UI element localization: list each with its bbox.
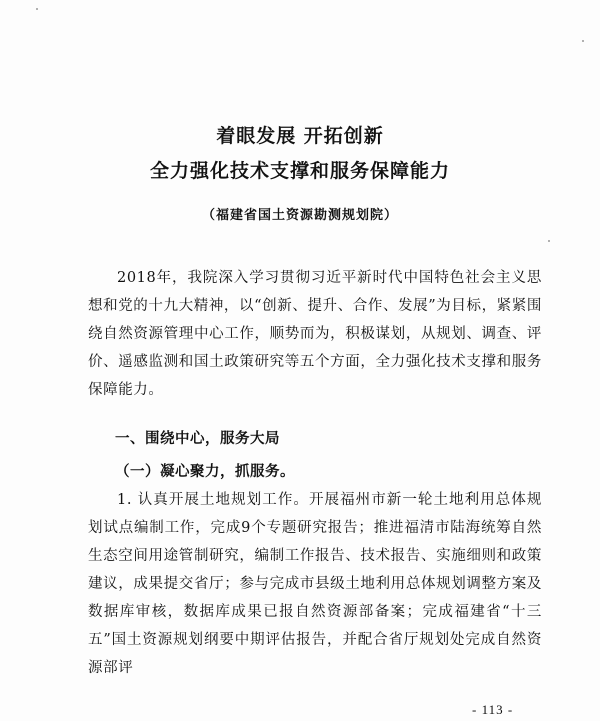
- scan-speck: [36, 8, 38, 10]
- document-title-line-1: 着眼发展 开拓创新: [216, 125, 384, 147]
- document-subtitle: （福建省国土资源勘测规划院）: [201, 208, 398, 223]
- page-number: - 113 -: [472, 702, 514, 717]
- section-heading: 一、围绕中心，服务大局: [115, 431, 280, 447]
- intro-paragraph: 2018年，我院深入学习贯彻习近平新时代中国特色社会主义思想和党的十九大精神，以“创新、提升、合作、发展”为目标，紧紧围绕自然资源管理中心工作，顺势而为，积极谋划，从规划、调查、评价、遥感监测和国土政策研究等五个方面，全力强化技术支撑和服务保障能力。: [88, 270, 542, 398]
- item-paragraph: 1. 认真开展土地规划工作。开展福州市新一轮土地利用总体规划试点编制工作，完成9个专题研究报告；推进福清市陆海统筹自然生态空间用途管制研究，编制工作报告、技术报告、实施细则和政策建议，成果提交省厅；参与完成市县级土地利用总体规划调整方案及数据库审核，数据库成果已报自然资源部备案；完成福建省“十三五”国土资源规划纲要中期评估报告，并配合省厅规划处完成自然资源部评: [88, 492, 542, 676]
- document-title-line-2: 全力强化技术支撑和服务保障能力: [149, 160, 450, 182]
- subsection-heading: （一）凝心聚力，抓服务。: [115, 463, 295, 480]
- scan-speck: [582, 40, 584, 42]
- scan-speck: [548, 240, 550, 242]
